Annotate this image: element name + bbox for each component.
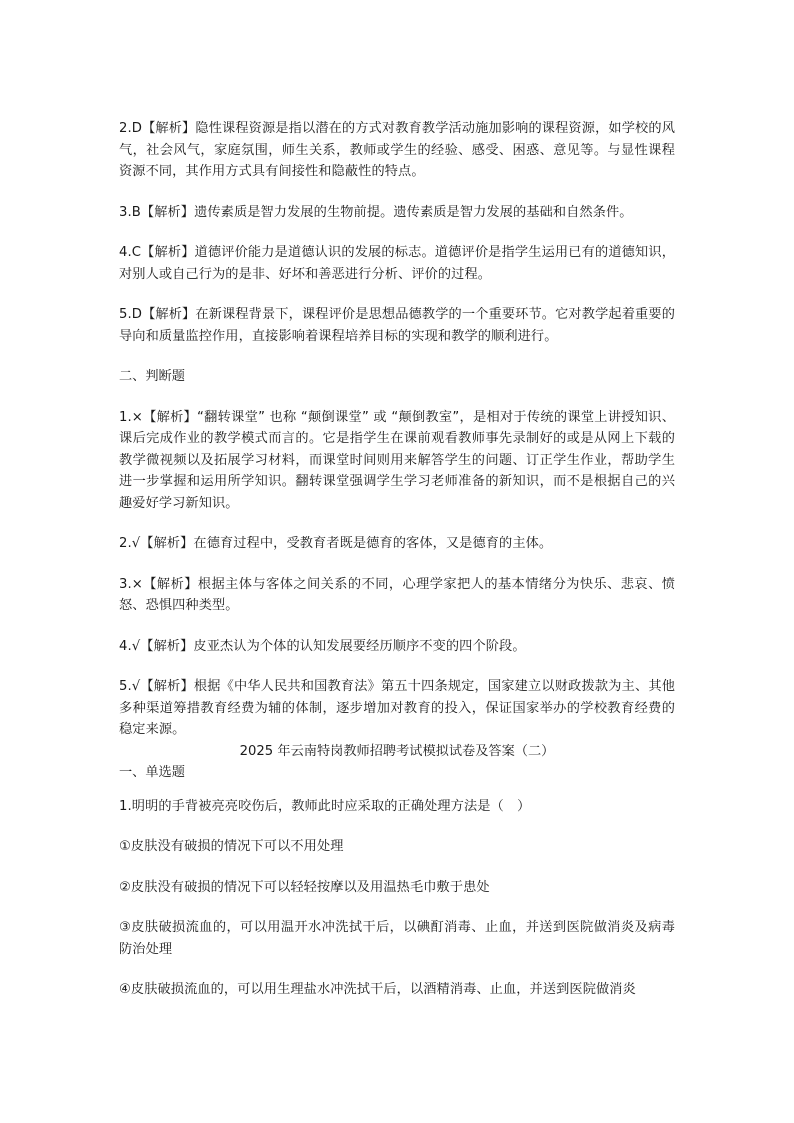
exam-title: 2025 年云南特岗教师招聘考试模拟试卷及答案（二） <box>239 743 555 759</box>
tf-answer-1-explanation: 1.×【解析】“翻转课堂” 也称 “颠倒课堂” 或 “颠倒教室”，是相对于传统的课堂上讲授知识、课后完成作业的教学模式而言的。它是指学生在课前观看教师事先录制好的或是从网上下载的教学微视频以及拓展学习材料，而课堂时间则用来解答学生的问题、订正学生作业，帮助学生进一步掌握和运用所学知识。翻转课堂强调学生学习老师准备的新知识，而不是根据自己的兴趣爱好学习新知识。 <box>119 409 675 511</box>
question-1-stem: 1.明明的手背被亮亮咬伤后，教师此时应采取的正确处理方法是（ ） <box>119 798 531 814</box>
tf-answer-3-explanation: 3.×【解析】根据主体与客体之间关系的不同，心理学家把人的基本情绪分为快乐、悲哀、愤怒、恐惧四种类型。 <box>119 576 675 613</box>
true-false-section-heading: 二、判断题 <box>119 369 185 384</box>
answer-3-explanation: 3.B【解析】遗传素质是智力发展的生物前提。遗传素质是智力发展的基础和自然条件。 <box>119 204 633 220</box>
answer-4-explanation: 4.C【解析】道德评价能力是道德认识的发展的标志。道德评价是指学生运用已有的道德知识，对别人或自己行为的是非、好坏和善恶进行分析、评价的过程。 <box>119 245 675 282</box>
question-1-option-3: ③皮肤破损流血的，可以用温开水冲洗拭干后，以碘酊消毒、止血，并送到医院做消炎及病毒防治处理 <box>119 920 675 957</box>
answer-5-explanation: 5.D【解析】在新课程背景下，课程评价是思想品德教学的一个重要环节。它对教学起着重要的导向和质量监控作用，直接影响着课程培养目标的实现和教学的顺利进行。 <box>119 307 675 344</box>
single-choice-section-heading: 一、单选题 <box>119 765 185 780</box>
tf-answer-4-explanation: 4.√【解析】皮亚杰认为个体的认知发展要经历顺序不变的四个阶段。 <box>119 638 526 654</box>
answer-2-explanation: 2.D【解析】隐性课程资源是指以潜在的方式对教育教学活动施加影响的课程资源，如学校的风气，社会风气，家庭氛围，师生关系，教师或学生的经验、感受、困惑、意见等。与显性课程资源不同，其作用方式具有间接性和隐蔽性的特点。 <box>119 121 675 179</box>
tf-answer-2-explanation: 2.√【解析】在德育过程中，受教育者既是德育的客体，又是德育的主体。 <box>119 536 553 551</box>
question-1-option-1: ①皮肤没有破损的情况下可以不用处理 <box>119 839 344 854</box>
document-content <box>119 118 675 1020</box>
question-1-option-4: ④皮肤破损流血的，可以用生理盐水冲洗拭干后，以酒精消毒、止血，并送到医院做消炎 <box>119 982 636 997</box>
tf-answer-5-explanation: 5.√【解析】根据《中华人民共和国教育法》第五十四条规定，国家建立以财政拨款为主、其他多种渠道筹措教育经费为辅的体制，逐步增加对教育的投入，保证国家举办的学校教育经费的稳定来源。 <box>119 679 675 737</box>
question-1-option-2: ②皮肤没有破损的情况下可以轻轻按摩以及用温热毛巾敷于患处 <box>119 879 490 895</box>
